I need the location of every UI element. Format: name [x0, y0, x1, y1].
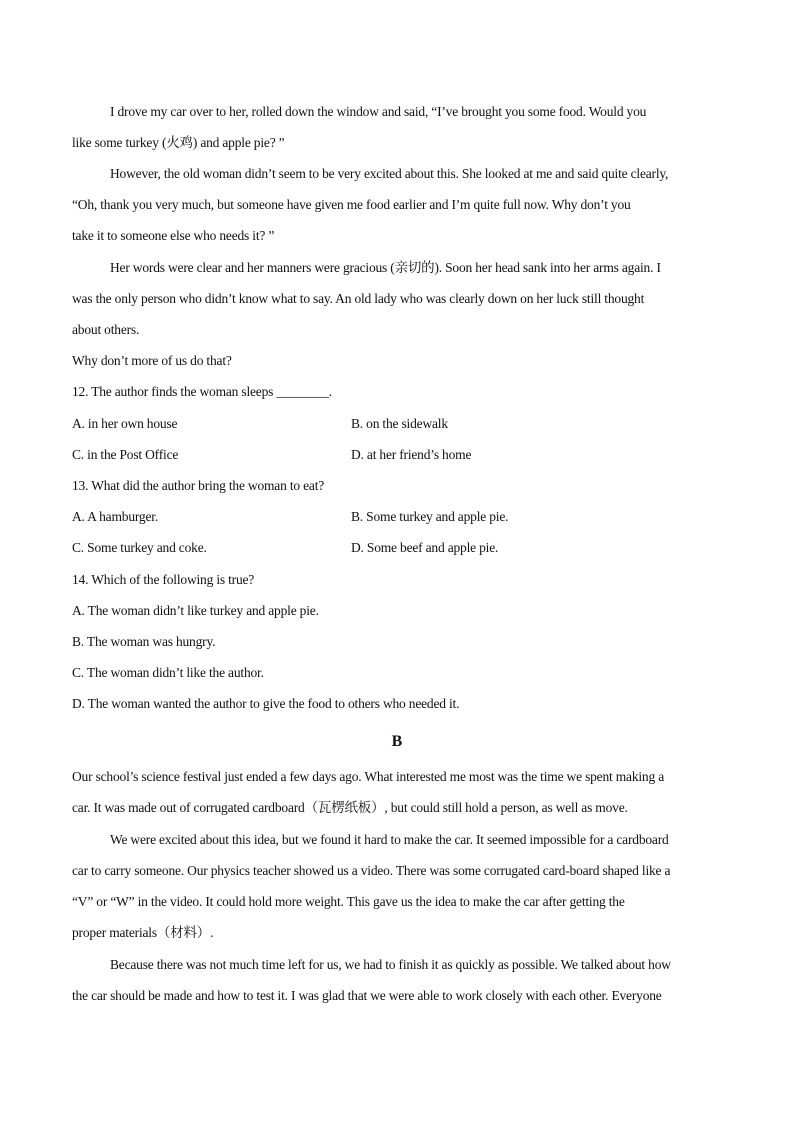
passage-line: take it to someone else who needs it? ” [72, 228, 275, 243]
option-a: A. The woman didn’t like turkey and apple pie. [72, 603, 319, 618]
passage-line: proper materials（材料）. [72, 925, 214, 940]
passage-line: I drove my car over to her, rolled down the window and said, “I’ve brought you some food. Would you [110, 104, 647, 119]
section-heading: B [391, 733, 403, 750]
passage-line: Our school’s science festival just ended a few days ago. What interested me most was the time we spent making a [72, 769, 665, 784]
option-c: C. The woman didn’t like the author. [72, 665, 264, 680]
question-stem: 13. What did the author bring the woman to eat? [72, 478, 325, 493]
passage-line: car to carry someone. Our physics teacher showed us a video. There was some corrugated card-board shaped like a [72, 863, 671, 878]
passage-line: “Oh, thank you very much, but someone have given me food earlier and I’m quite full now. Why don’t you [72, 197, 631, 212]
option-d: D. The woman wanted the author to give the food to others who needed it. [72, 696, 460, 711]
option-b: B. Some turkey and apple pie. [351, 509, 509, 524]
option-b: B. on the sidewalk [351, 416, 448, 431]
passage-line: Because there was not much time left for us, we had to finish it as quickly as possible. We talked about how [110, 957, 671, 972]
passage-line: Why don’t more of us do that? [72, 353, 232, 368]
passage-line: “V” or “W” in the video. It could hold more weight. This gave us the idea to make the car after getting the [72, 894, 625, 909]
passage-line: Her words were clear and her manners were gracious (亲切的). Soon her head sank into her arms again. I [110, 260, 661, 275]
option-d: D. at her friend’s home [351, 447, 472, 462]
passage-line: However, the old woman didn’t seem to be very excited about this. She looked at me and said quite clearly, [110, 166, 669, 181]
passage-line: car. It was made out of corrugated cardboard（瓦楞纸板）, but could still hold a person, as well as move. [72, 800, 628, 815]
option-a: A. in her own house [72, 416, 178, 431]
option-a: A. A hamburger. [72, 509, 158, 524]
passage-line: the car should be made and how to test it. I was glad that we were able to work closely with each other. Everyone [72, 988, 662, 1003]
option-c: C. Some turkey and coke. [72, 540, 207, 555]
passage-line: about others. [72, 322, 140, 337]
question-stem: 14. Which of the following is true? [72, 572, 255, 587]
passage-line: was the only person who didn’t know what to say. An old lady who was clearly down on her luck still thought [72, 291, 645, 306]
option-b: B. The woman was hungry. [72, 634, 216, 649]
question-stem: 12. The author finds the woman sleeps ________. [72, 384, 332, 399]
passage-line: We were excited about this idea, but we found it hard to make the car. It seemed impossible for a cardboard [110, 832, 669, 847]
option-c: C. in the Post Office [72, 447, 179, 462]
passage-line: like some turkey (火鸡) and apple pie? ” [72, 135, 285, 150]
option-d: D. Some beef and apple pie. [351, 540, 499, 555]
